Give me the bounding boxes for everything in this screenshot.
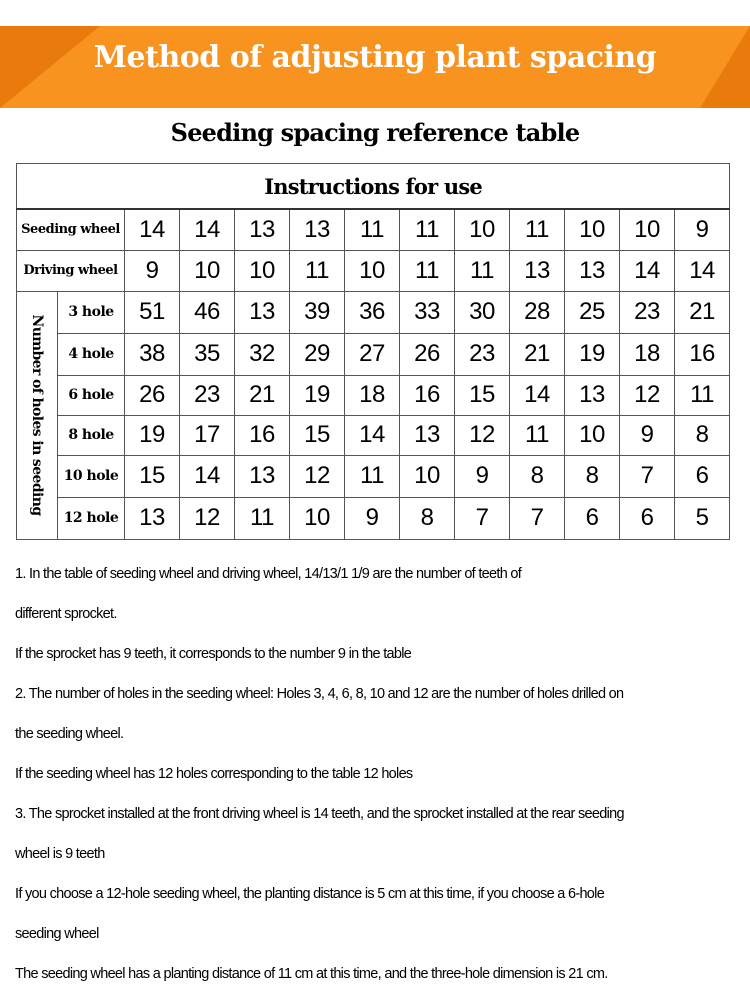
page-title: Method of adjusting plant spacing bbox=[93, 40, 657, 75]
hole-row bbox=[17, 333, 730, 375]
driving-wheel-value: 14 bbox=[620, 250, 675, 291]
driving-wheel-label: Driving wheel bbox=[17, 250, 125, 291]
spacing-value: 11 bbox=[675, 375, 730, 415]
driving-wheel-value: 9 bbox=[125, 250, 180, 291]
seeding-wheel-value: 11 bbox=[510, 209, 565, 250]
note-line: The seeding wheel has a planting distance of 11 cm at this time, and the three-hole dimension is 21 cm. bbox=[15, 966, 608, 982]
spacing-value: 29 bbox=[290, 333, 345, 375]
spacing-value: 32 bbox=[235, 333, 290, 375]
usage-notes bbox=[15, 566, 745, 1006]
note-line: If the sprocket has 9 teeth, it corresponds to the number 9 in the table bbox=[15, 646, 412, 662]
spacing-value: 21 bbox=[675, 291, 730, 333]
spacing-value: 10 bbox=[565, 415, 620, 455]
spacing-value: 39 bbox=[290, 291, 345, 333]
spacing-value: 13 bbox=[400, 415, 455, 455]
spacing-value: 16 bbox=[235, 415, 290, 455]
driving-wheel-value: 11 bbox=[400, 250, 455, 291]
spacing-value: 35 bbox=[180, 333, 235, 375]
spacing-value: 13 bbox=[565, 375, 620, 415]
spacing-value: 8 bbox=[675, 415, 730, 455]
seeding-wheel-value: 13 bbox=[235, 209, 290, 250]
spacing-value: 12 bbox=[620, 375, 675, 415]
note-line: the seeding wheel. bbox=[15, 726, 124, 742]
spacing-value: 8 bbox=[400, 497, 455, 539]
table-title: Seeding spacing reference table bbox=[170, 118, 580, 147]
seeding-wheel-value: 14 bbox=[180, 209, 235, 250]
spacing-value: 15 bbox=[455, 375, 510, 415]
table-heading: Instructions for use bbox=[17, 164, 730, 210]
note-line: If you choose a 12-hole seeding wheel, the planting distance is 5 cm at this time, if you choose a 6-hole bbox=[15, 886, 605, 902]
spacing-value: 14 bbox=[345, 415, 400, 455]
spacing-value: 7 bbox=[620, 455, 675, 497]
spacing-value: 15 bbox=[290, 415, 345, 455]
spacing-value: 12 bbox=[455, 415, 510, 455]
seeding-wheel-value: 11 bbox=[400, 209, 455, 250]
spacing-value: 16 bbox=[675, 333, 730, 375]
seeding-wheel-value: 10 bbox=[565, 209, 620, 250]
spacing-value: 12 bbox=[290, 455, 345, 497]
driving-wheel-row bbox=[17, 250, 730, 291]
seeding-wheel-value: 10 bbox=[620, 209, 675, 250]
spacing-value: 6 bbox=[620, 497, 675, 539]
spacing-value: 18 bbox=[620, 333, 675, 375]
hole-count-label: 3 hole bbox=[58, 291, 125, 333]
spacing-value: 7 bbox=[455, 497, 510, 539]
seeding-wheel-row bbox=[17, 209, 730, 250]
hole-count-label: 12 hole bbox=[58, 497, 125, 539]
spacing-value: 16 bbox=[400, 375, 455, 415]
spacing-reference-table bbox=[16, 163, 730, 540]
spacing-value: 51 bbox=[125, 291, 180, 333]
spacing-value: 38 bbox=[125, 333, 180, 375]
driving-wheel-value: 10 bbox=[180, 250, 235, 291]
hole-count-label: 10 hole bbox=[58, 455, 125, 497]
seeding-wheel-value: 10 bbox=[455, 209, 510, 250]
driving-wheel-value: 10 bbox=[345, 250, 400, 291]
hole-count-label: 8 hole bbox=[58, 415, 125, 455]
driving-wheel-value: 11 bbox=[290, 250, 345, 291]
driving-wheel-value: 11 bbox=[455, 250, 510, 291]
spacing-value: 30 bbox=[455, 291, 510, 333]
spacing-value: 17 bbox=[180, 415, 235, 455]
spacing-value: 11 bbox=[510, 415, 565, 455]
driving-wheel-value: 13 bbox=[510, 250, 565, 291]
spacing-value: 18 bbox=[345, 375, 400, 415]
spacing-value: 12 bbox=[180, 497, 235, 539]
spacing-value: 6 bbox=[565, 497, 620, 539]
spacing-value: 9 bbox=[620, 415, 675, 455]
hole-row bbox=[17, 415, 730, 455]
spacing-value: 8 bbox=[565, 455, 620, 497]
spacing-value: 25 bbox=[565, 291, 620, 333]
spacing-value: 10 bbox=[290, 497, 345, 539]
driving-wheel-value: 13 bbox=[565, 250, 620, 291]
spacing-value: 14 bbox=[180, 455, 235, 497]
spacing-value: 19 bbox=[565, 333, 620, 375]
driving-wheel-value: 10 bbox=[235, 250, 290, 291]
spacing-value: 13 bbox=[125, 497, 180, 539]
spacing-value: 23 bbox=[455, 333, 510, 375]
spacing-value: 5 bbox=[675, 497, 730, 539]
table-heading-row bbox=[17, 164, 730, 210]
note-line: different sprocket. bbox=[15, 606, 117, 622]
spacing-value: 11 bbox=[345, 455, 400, 497]
spacing-value: 26 bbox=[125, 375, 180, 415]
hole-row bbox=[17, 455, 730, 497]
seeding-wheel-value: 9 bbox=[675, 209, 730, 250]
spacing-value: 11 bbox=[235, 497, 290, 539]
spacing-value: 36 bbox=[345, 291, 400, 333]
spacing-value: 9 bbox=[455, 455, 510, 497]
hole-row bbox=[17, 375, 730, 415]
seeding-wheel-value: 11 bbox=[345, 209, 400, 250]
spacing-value: 15 bbox=[125, 455, 180, 497]
note-line: wheel is 9 teeth bbox=[15, 846, 105, 862]
spacing-value: 13 bbox=[235, 455, 290, 497]
spacing-value: 33 bbox=[400, 291, 455, 333]
spacing-value: 8 bbox=[510, 455, 565, 497]
spacing-value: 21 bbox=[510, 333, 565, 375]
spacing-value: 46 bbox=[180, 291, 235, 333]
spacing-value: 10 bbox=[400, 455, 455, 497]
spacing-value: 21 bbox=[235, 375, 290, 415]
spacing-value: 26 bbox=[400, 333, 455, 375]
spacing-value: 14 bbox=[510, 375, 565, 415]
spacing-value: 19 bbox=[125, 415, 180, 455]
hole-row bbox=[17, 291, 730, 333]
spacing-value: 7 bbox=[510, 497, 565, 539]
hole-row bbox=[17, 497, 730, 539]
spacing-value: 13 bbox=[235, 291, 290, 333]
spacing-value: 19 bbox=[290, 375, 345, 415]
note-line: 1. In the table of seeding wheel and driving wheel, 14/13/1 1/9 are the number of teeth of bbox=[15, 566, 522, 582]
seeding-wheel-value: 14 bbox=[125, 209, 180, 250]
spacing-value: 9 bbox=[345, 497, 400, 539]
seeding-wheel-value: 13 bbox=[290, 209, 345, 250]
spacing-value: 27 bbox=[345, 333, 400, 375]
note-line: If the seeding wheel has 12 holes corresponding to the table 12 holes bbox=[15, 766, 413, 782]
spacing-value: 28 bbox=[510, 291, 565, 333]
hole-count-label: 4 hole bbox=[58, 333, 125, 375]
holes-group-cell bbox=[17, 291, 58, 539]
hole-count-label: 6 hole bbox=[58, 375, 125, 415]
note-line: seeding wheel bbox=[15, 926, 99, 942]
holes-group-label: Number of holes in seeding bbox=[29, 314, 45, 516]
spacing-value: 6 bbox=[675, 455, 730, 497]
spacing-value: 23 bbox=[620, 291, 675, 333]
note-line: 2. The number of holes in the seeding wheel: Holes 3, 4, 6, 8, 10 and 12 are the number of holes drilled on bbox=[15, 686, 624, 702]
title-banner bbox=[0, 26, 750, 108]
spacing-value: 23 bbox=[180, 375, 235, 415]
driving-wheel-value: 14 bbox=[675, 250, 730, 291]
note-line: 3. The sprocket installed at the front driving wheel is 14 teeth, and the sprocket installed at the rear seeding bbox=[15, 806, 624, 822]
seeding-wheel-label: Seeding wheel bbox=[17, 209, 125, 250]
